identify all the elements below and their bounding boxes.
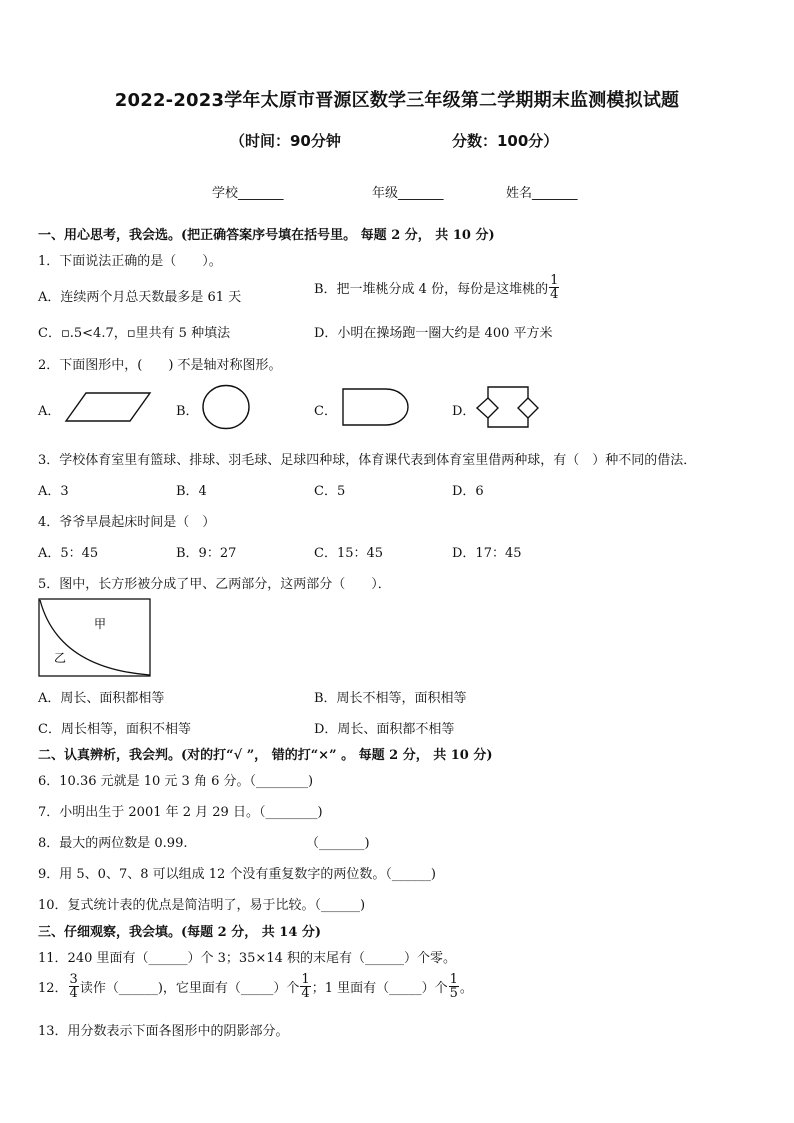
question-1-option-d[interactable]: D．小明在操场跑一圈大约是 400 平方米 — [314, 326, 553, 341]
question-5-stem: 5．图中，长方形被分成了甲、乙两部分，这两部分（ ）． — [38, 577, 391, 592]
question-3-option-d[interactable]: D．6 — [452, 484, 484, 499]
question-3-option-a[interactable]: A．3 — [38, 484, 69, 499]
question-10[interactable]: 10．复式统计表的优点是简洁明了，易于比较。（______) — [38, 898, 366, 913]
question-2-option-c[interactable]: C． — [314, 404, 337, 419]
question-5-option-d[interactable]: D．周长、面积都不相等 — [314, 722, 455, 737]
question-1-stem: 1．下面说法正确的是（ ）。 — [38, 254, 222, 269]
question-4-option-b[interactable]: B．9：27 — [176, 546, 237, 561]
fraction-three-quarters: $\frac{3}{4}$ — [69, 972, 78, 1001]
question-3-option-b[interactable]: B．4 — [176, 484, 207, 499]
page-title: 2022-2023学年太原市晋源区数学三年级第二学期期末监测模拟试题 — [114, 90, 680, 111]
question-3-stem: 3．学校体育室里有篮球、排球、羽毛球、足球四种球，体育课代表到体育室里借两种球，有（ ）种不同的借法． — [38, 453, 697, 468]
question-6[interactable]: 6．10.36 元就是 10 元 3 角 6 分。（________) — [38, 774, 314, 789]
question-5-option-a[interactable]: A．周长、面积都相等 — [38, 691, 165, 706]
question-1-option-c[interactable]: C．▫.5<4.7，▫里共有 5 种填法 — [38, 326, 231, 341]
question-8-answer-blank[interactable]: （_______) — [306, 836, 370, 851]
question-8: 8．最大的两位数是 0.99. — [38, 836, 188, 851]
question-1-option-b[interactable] — [314, 274, 560, 301]
question-2-stem: 2．下面图形中，( ) 不是轴对称图形。 — [38, 358, 282, 373]
question-9[interactable]: 9．用 5、0、7、8 可以组成 12 个没有重复数字的两位数。（______) — [38, 867, 436, 882]
name-field[interactable]: 姓名_______ — [506, 186, 578, 201]
question-4-option-a[interactable]: A．5：45 — [38, 546, 99, 561]
question-12[interactable]: 12． $\frac{3}{4}$ 读作（______)，它里面有（_____）个 $\frac{1}{4}$ ；1 里面有（_____）个 $\frac{1}{5}$ 。 — [38, 972, 473, 1001]
question-5-option-b[interactable]: B．周长不相等，面积相等 — [314, 691, 467, 706]
question-7[interactable]: 7．小明出生于 2001 年 2 月 29 日。（________) — [38, 805, 323, 820]
section-two-heading: 二、认真辨析，我会判。(对的打“√ ”， 错的打“×” 。 每题 2 分， 共 10 分) — [38, 748, 493, 763]
exam-score: 分数：100分） — [452, 132, 559, 150]
school-field[interactable]: 学校_______ — [212, 186, 284, 201]
question-11[interactable]: 11．240 里面有（______）个 3；35×14 积的末尾有（______）个零。 — [38, 951, 456, 966]
parallelogram-shape — [64, 390, 154, 426]
question-2-option-d[interactable]: D． — [452, 404, 476, 419]
question-2-option-b[interactable]: B． — [176, 404, 199, 419]
question-4-stem: 4．爷爷早晨起床时间是（ ） — [38, 515, 216, 530]
question-2-option-a[interactable]: A． — [38, 404, 61, 419]
question-13: 13．用分数表示下面各图形中的阴影部分。 — [38, 1024, 289, 1039]
label-jia: 甲 — [94, 617, 107, 631]
question-3-option-c[interactable]: C．5 — [314, 484, 346, 499]
rectangle-diagram — [38, 598, 152, 678]
exam-time: （时间：90分钟 — [230, 132, 341, 150]
circle-shape — [200, 383, 252, 431]
label-yi: 乙 — [54, 651, 67, 665]
fraction-one-fifth: $\frac{1}{5}$ — [449, 972, 458, 1001]
question-5-option-c[interactable]: C．周长相等，面积不相等 — [38, 722, 191, 737]
fraction-one-quarter-q12: $\frac{1}{4}$ — [301, 972, 310, 1001]
question-1-option-a[interactable]: A．连续两个月总天数最多是 61 天 — [38, 290, 242, 305]
fraction-one-quarter: $\frac{1}{4}$ — [550, 273, 559, 302]
question-1-option-b-text: B．把一堆桃分成 4 份，每份是这堆桃的 — [314, 282, 549, 297]
arch-shape — [340, 386, 412, 428]
grade-field[interactable]: 年级_______ — [372, 186, 444, 201]
double-arrow-shape — [474, 384, 542, 430]
section-three-heading: 三、仔细观察，我会填。(每题 2 分， 共 14 分) — [38, 925, 322, 940]
section-one-heading: 一、用心思考，我会选。(把正确答案序号填在括号里。 每题 2 分， 共 10 分) — [38, 228, 495, 243]
question-4-option-c[interactable]: C．15：45 — [314, 546, 384, 561]
question-4-option-d[interactable]: D．17：45 — [452, 546, 522, 561]
